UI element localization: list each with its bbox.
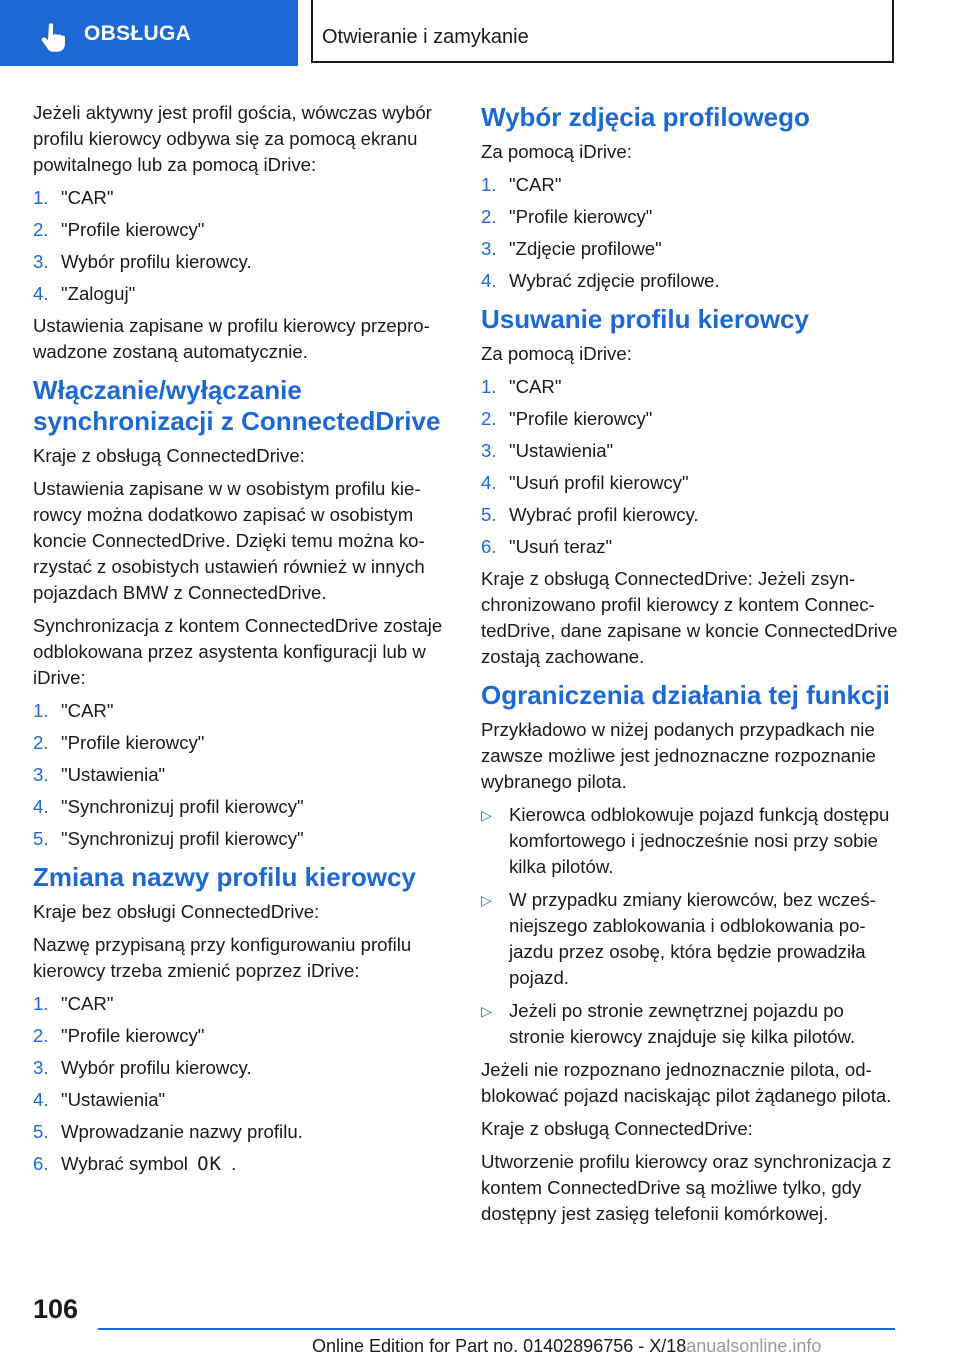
ok-symbol-icon: OK — [197, 1153, 222, 1175]
list-item: 3. "Zdjęcie profilowe" — [481, 238, 662, 259]
left-column — [33, 100, 443, 1183]
page-number: 106 — [33, 1294, 79, 1324]
limits-unlock: Jeżeli nie rozpoznano jednoznacznie pilota, odblokować pojazd naciskając pilot żądanego pilota. — [481, 1059, 892, 1106]
sync-unlock: Synchronizacja z kontem ConnectedDrive zostaje odblokowana przez asystenta konfiguracji lub w iDrive: — [33, 615, 443, 688]
triangle-bullet-icon: ▷ — [481, 807, 492, 823]
limits-requirement: Utworzenie profilu kierowcy oraz synchronizacja z kontem ConnectedDrive są możliwe tylko, gdy dostępny jest zasięg telefonii komórkowej. — [481, 1151, 892, 1224]
heading-photo: Wybór zdjęcia profilowego — [481, 102, 810, 132]
delete-note: Kraje z obsługą ConnectedDrive: Jeżeli zsynchronizowano profil kierowcy z kontem ConnectedDrive, dane zapisane w koncie ConnectedDrive zostają zachowane. — [481, 568, 898, 667]
limits-countries: Kraje z obsługą ConnectedDrive: — [481, 1118, 753, 1139]
list-item: 6. "Usuń teraz" — [481, 536, 613, 557]
rename-steps — [33, 991, 443, 1177]
edition-text: Online Edition for Part no. 01402896756 - X/18anualsonline.info — [312, 1336, 822, 1356]
list-item: 1. "CAR" — [33, 187, 114, 208]
triangle-bullet-icon: ▷ — [481, 1003, 492, 1019]
select-profile-steps — [33, 185, 443, 307]
list-item: 4. "Synchronizuj profil kierowcy" — [33, 796, 304, 817]
hand-pointer-icon — [40, 22, 66, 52]
list-item: 5. "Synchronizuj profil kierowcy" — [33, 828, 304, 849]
heading-rename: Zmiana nazwy profilu kierowcy — [33, 862, 416, 892]
delete-idrive: Za pomocą iDrive: — [481, 343, 632, 364]
settings-note: Ustawienia zapisane w profilu kierowcy przeprowadzone zostaną automatycznie. — [33, 315, 430, 362]
limits-bullets — [481, 802, 901, 1050]
tab-obsluga[interactable] — [0, 0, 298, 66]
rename-description: Nazwę przypisaną przy konfigurowaniu profilu kierowcy trzeba zmienić poprzez iDrive: — [33, 934, 412, 981]
list-item: 2. "Profile kierowcy" — [33, 1025, 205, 1046]
list-item: 4. "Ustawienia" — [33, 1089, 166, 1110]
list-item: 1. "CAR" — [33, 700, 114, 721]
list-item: 3. "Ustawienia" — [33, 764, 166, 785]
page-header — [0, 0, 960, 66]
sync-countries: Kraje z obsługą ConnectedDrive: — [33, 445, 305, 466]
tab-obsluga-label: OBSŁUGA — [84, 22, 192, 45]
list-item: 1. "CAR" — [33, 993, 114, 1014]
heading-limits: Ograniczenia działania tej funkcji — [481, 680, 890, 710]
list-item: 5. Wprowadzanie nazwy profilu. — [33, 1121, 303, 1142]
list-item: 2. "Profile kierowcy" — [481, 206, 653, 227]
rename-countries: Kraje bez obsługi ConnectedDrive: — [33, 901, 320, 922]
sync-steps — [33, 698, 443, 852]
triangle-bullet-icon: ▷ — [481, 892, 492, 908]
list-item: 6. Wybrać symbol OK . — [33, 1153, 237, 1175]
list-item: 3. Wybór profilu kierowcy. — [33, 251, 252, 272]
list-item: ▷ Jeżeli po stronie zewnętrznej pojazdu po stronie kierowcy znajduje się kilka pilotów. — [481, 1000, 856, 1047]
watermark: anualsonline.info — [686, 1336, 822, 1356]
sync-description: Ustawienia zapisane w w osobistym profilu kierowcy można dodatkowo zapisać w osobistym koncie ConnectedDrive. Dzięki temu można korzystać z osobistych ustawień również w innych pojazdach BMW z ConnectedDrive. — [33, 478, 425, 603]
list-item: ▷ W przypadku zmiany kierowców, bez wcześniejszego zablokowania i odblokowania pojazdu przez osobę, która będzie prowadziła pojazd. — [481, 889, 876, 988]
right-column — [481, 100, 901, 1234]
list-item: 1. "CAR" — [481, 376, 562, 397]
delete-steps — [481, 374, 901, 560]
list-item: 5. Wybrać profil kierowcy. — [481, 504, 699, 525]
intro-paragraph: Jeżeli aktywny jest profil gościa, wówczas wybór profilu kierowcy odbywa się za pomocą ekranu powitalnego lub za pomocą iDrive: — [33, 102, 432, 175]
list-item: 2. "Profile kierowcy" — [33, 219, 205, 240]
list-item: 1. "CAR" — [481, 174, 562, 195]
tab-otwieranie-label: Otwieranie i zamykanie — [322, 26, 529, 48]
heading-sync: Włączanie/wyłączanie synchronizacji z ConnectedDrive — [33, 375, 441, 436]
limits-intro: Przykładowo w niżej podanych przypadkach nie zawsze możliwe jest jednoznaczne rozpoznanie wybranego pilota. — [481, 719, 876, 792]
list-item: 4. "Usuń profil kierowcy" — [481, 472, 689, 493]
page-footer — [0, 1290, 960, 1362]
list-item: 4. "Zaloguj" — [33, 283, 136, 304]
list-item: 3. Wybór profilu kierowcy. — [33, 1057, 252, 1078]
list-item: 4. Wybrać zdjęcie profilowe. — [481, 270, 720, 291]
photo-idrive: Za pomocą iDrive: — [481, 141, 632, 162]
footer-divider — [98, 1328, 895, 1330]
photo-steps — [481, 172, 901, 294]
list-item: ▷ Kierowca odblokowuje pojazd funkcją dostępu komfortowego i jednocześnie nosi przy sobie kilka pilotów. — [481, 804, 890, 877]
list-item: 2. "Profile kierowcy" — [481, 408, 653, 429]
list-item: 3. "Ustawienia" — [481, 440, 614, 461]
list-item: 2. "Profile kierowcy" — [33, 732, 205, 753]
heading-delete: Usuwanie profilu kierowcy — [481, 304, 809, 334]
